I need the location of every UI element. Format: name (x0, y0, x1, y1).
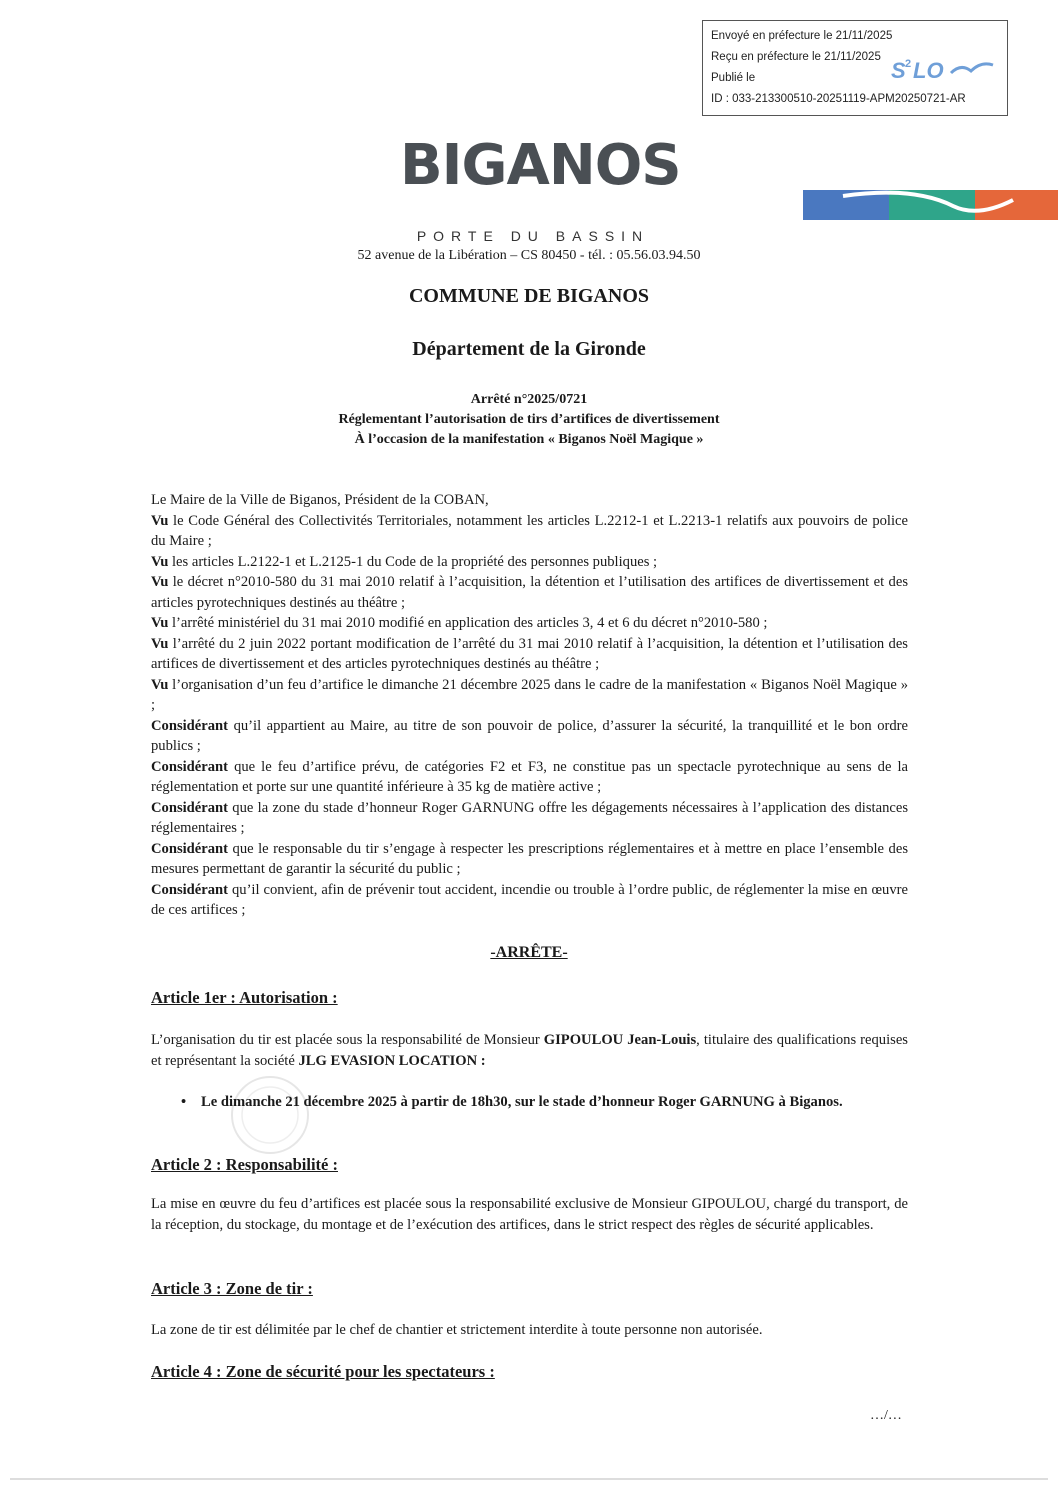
address-line: 52 avenue de la Libération – CS 80450 - tél. : 05.56.03.94.50 (357, 248, 701, 263)
logo-bands-icon (803, 190, 1058, 220)
preamble-item: Vu le décret n°2010-580 du 31 mai 2010 relatif à l’acquisition, la détention et l’utilisation des artifices de divertissement et des articles pyrotechniques destinés au théâtre ; (151, 574, 908, 611)
preamble-item: Vu l’arrêté du 2 juin 2022 portant modification de l’arrêté du 31 mai 2010 relatif à l’acquisition, la détention et l’utilisation des artifices de divertissement et des articles pyrotechniques destinés au théâtre ; (151, 635, 908, 672)
svg-text:S: S (891, 58, 906, 83)
preamble-item: Considérant que le responsable du tir s’engage à respecter les prescriptions réglementaires et à mettre en place l’ensemble des mesures permettant de garantir la sécurité du public ; (151, 840, 908, 877)
biganos-logo (400, 133, 681, 198)
preamble (151, 490, 908, 921)
article-2-text: La mise en œuvre du feu d’artifices est placée sous la responsabilité exclusive de Monsieur GIPOULOU, chargé du transport, de la réception, du stockage, du montage et de l’exécution des artifices, dans le strict respect des règles de sécurité applicables. (151, 1196, 908, 1233)
stamp-published: Publié le (711, 72, 756, 84)
faded-seal-icon (225, 1070, 315, 1160)
preamble-item: Vu le Code Général des Collectivités Territoriales, notamment les articles L.2212-1 et L.2213-1 relatifs aux pouvoirs de police du Maire ; (151, 512, 908, 549)
s2lo-logo-icon (889, 55, 999, 85)
commune-heading: COMMUNE DE BIGANOS (408, 285, 649, 307)
svg-text:2: 2 (905, 58, 912, 70)
continuation-mark: …/… (870, 1408, 902, 1423)
prefecture-stamp (702, 20, 1008, 116)
arrete-subject-1: Réglementant l’autorisation de tirs d’artifices de divertissement (338, 412, 720, 427)
article-1-text: L’organisation du tir est placée sous la responsabilité de Monsieur GIPOULOU Jean-Louis, titulaire des qualifications requises et représentant la société JLG EVASION LOCATION : (151, 1032, 908, 1069)
preamble-item: Considérant que le feu d’artifice prévu, de catégories F2 et F3, ne constitue pas un spectacle pyrotechnique au sens de la réglementation et porte sur une quantité inférieure à 35 kg de matière active ; (151, 758, 908, 795)
preamble-item: Considérant que la zone du stade d’honneur Roger GARNUNG offre les dégagements nécessaires à l’application des distances réglementaires ; (151, 799, 908, 836)
stamp-received-date: Reçu en préfecture le 21/11/2025 (711, 51, 881, 63)
stamp-sent-date: Envoyé en préfecture le 21/11/2025 (711, 30, 893, 42)
preamble-item: Considérant qu’il convient, afin de prévenir tout accident, incendie ou trouble à l’ordre public, de réglementer la mise en œuvre de ces artifices ; (151, 881, 908, 918)
departement-heading: Département de la Gironde (412, 338, 646, 360)
svg-text:LO: LO (913, 58, 944, 83)
article-1-title: Article 1er : Autorisation : (151, 988, 338, 1007)
arrete-title: -ARRÊTE- (490, 944, 568, 961)
preamble-item: Considérant qu’il appartient au Maire, au titre de son pouvoir de police, d’assurer la sécurité, la tranquillité et le bon ordre publics ; (151, 717, 908, 754)
bullet-icon: • (181, 1094, 187, 1110)
page-bottom-divider (10, 1478, 1048, 1480)
logo-tagline: PORTE DU BASSIN (416, 228, 650, 244)
preamble-item: Vu l’arrêté ministériel du 31 mai 2010 modifié en application des articles 3, 4 et 6 du décret n°2010-580 ; (151, 615, 768, 631)
article-4-title: Article 4 : Zone de sécurité pour les spectateurs : (151, 1362, 495, 1381)
article-3-title: Article 3 : Zone de tir : (151, 1279, 313, 1298)
article-1-bullet: • Le dimanche 21 décembre 2025 à partir de 18h30, sur le stade d’honneur Roger GARNUNG à Biganos. (183, 1092, 908, 1113)
arrete-header (0, 390, 1058, 450)
arrete-number: Arrêté n°2025/0721 (470, 392, 588, 407)
preamble-item: Vu les articles L.2122-1 et L.2125-1 du Code de la propriété des personnes publiques ; (151, 553, 658, 570)
preamble-item: Vu l’organisation d’un feu d’artifice le dimanche 21 décembre 2025 dans le cadre de la manifestation « Biganos Noël Magique » ; (151, 676, 908, 713)
stamp-id: ID : 033-213300510-20251119-APM20250721-AR (711, 93, 966, 105)
arrete-subject-2: À l’occasion de la manifestation « Biganos Noël Magique » (354, 432, 704, 447)
preamble-intro: Le Maire de la Ville de Biganos, Président de la COBAN, (151, 492, 489, 508)
article-3-text: La zone de tir est délimitée par le chef de chantier et strictement interdite à toute personne non autorisée. (151, 1322, 763, 1338)
article-2-title: Article 2 : Responsabilité : (151, 1155, 338, 1174)
logo-wordmark: BIGANOS (400, 133, 681, 198)
